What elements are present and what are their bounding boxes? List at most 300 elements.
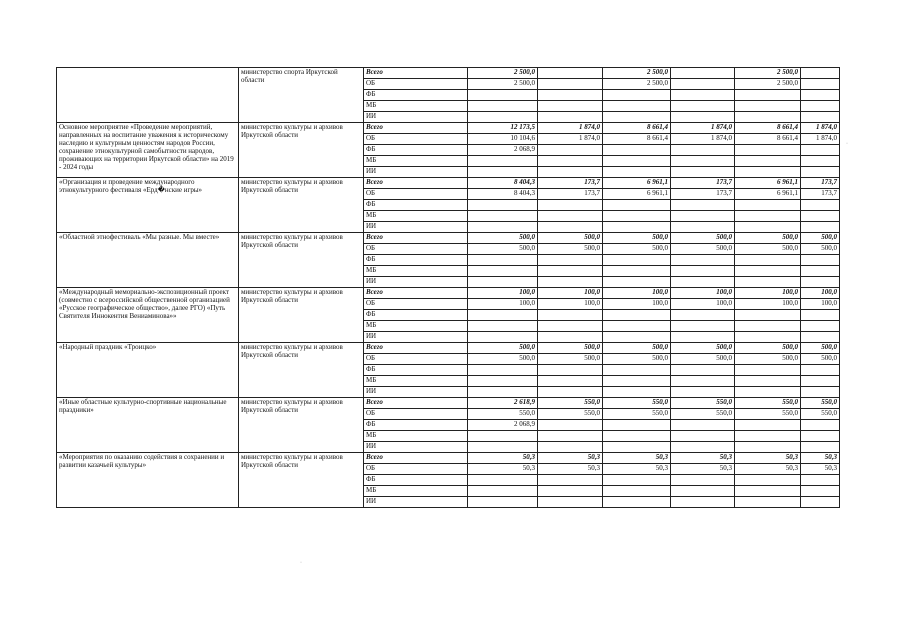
budget-table	[56, 67, 840, 508]
amount-cell	[801, 156, 840, 167]
funding-source: ИИ	[364, 112, 468, 123]
amount-cell	[735, 211, 801, 222]
amount-cell	[603, 200, 671, 211]
amount-cell	[538, 332, 603, 343]
amount-cell	[801, 222, 840, 233]
measure-name: «Народный праздник «Троицко»	[57, 343, 239, 398]
amount-cell	[801, 310, 840, 321]
funding-source: Всего	[364, 178, 468, 189]
amount-cell	[735, 365, 801, 376]
funding-source: ИИ	[364, 222, 468, 233]
table-row	[57, 123, 840, 134]
amount-cell	[735, 497, 801, 508]
amount-cell	[603, 145, 671, 156]
funding-source: МБ	[364, 376, 468, 387]
amount-cell: 500,0	[603, 244, 671, 255]
measure-name: «Иные областные культурно-спортивные национальные праздники»	[57, 398, 239, 453]
scan-speck: ·	[846, 141, 848, 147]
amount-cell	[671, 332, 735, 343]
amount-cell: 100,0	[468, 299, 538, 310]
amount-cell: 6 961,1	[603, 178, 671, 189]
amount-cell	[735, 200, 801, 211]
amount-cell	[538, 420, 603, 431]
amount-cell	[538, 376, 603, 387]
amount-cell: 173,7	[801, 178, 840, 189]
amount-cell	[801, 486, 840, 497]
amount-cell: 550,0	[735, 398, 801, 409]
amount-cell	[603, 255, 671, 266]
amount-cell	[671, 376, 735, 387]
amount-cell: 2 500,0	[468, 79, 538, 90]
amount-cell	[468, 255, 538, 266]
amount-cell: 500,0	[603, 343, 671, 354]
funding-source: ОБ	[364, 409, 468, 420]
amount-cell: 500,0	[538, 343, 603, 354]
amount-cell	[801, 167, 840, 178]
amount-cell	[603, 167, 671, 178]
amount-cell	[801, 431, 840, 442]
amount-cell	[671, 211, 735, 222]
measure-name	[57, 68, 239, 123]
amount-cell: 550,0	[801, 398, 840, 409]
amount-cell	[603, 442, 671, 453]
executor-name: министерство культуры и архивов Иркутской области	[239, 123, 364, 178]
amount-cell	[538, 431, 603, 442]
amount-cell: 50,3	[468, 453, 538, 464]
amount-cell	[538, 101, 603, 112]
amount-cell	[468, 365, 538, 376]
amount-cell	[801, 211, 840, 222]
funding-source: ОБ	[364, 354, 468, 365]
amount-cell: 1 874,0	[538, 134, 603, 145]
amount-cell	[538, 321, 603, 332]
amount-cell	[603, 376, 671, 387]
funding-source: ФБ	[364, 310, 468, 321]
funding-source: ОБ	[364, 464, 468, 475]
amount-cell: 50,3	[735, 453, 801, 464]
amount-cell	[538, 90, 603, 101]
amount-cell	[671, 387, 735, 398]
amount-cell	[538, 112, 603, 123]
amount-cell	[671, 431, 735, 442]
amount-cell	[801, 321, 840, 332]
amount-cell: 550,0	[603, 398, 671, 409]
amount-cell: 50,3	[603, 453, 671, 464]
amount-cell: 500,0	[735, 343, 801, 354]
amount-cell	[603, 156, 671, 167]
funding-source: Всего	[364, 233, 468, 244]
amount-cell	[468, 200, 538, 211]
amount-cell: 500,0	[468, 244, 538, 255]
amount-cell	[538, 156, 603, 167]
amount-cell	[735, 156, 801, 167]
amount-cell: 100,0	[671, 288, 735, 299]
amount-cell	[801, 79, 840, 90]
amount-cell	[801, 200, 840, 211]
amount-cell: 8 661,4	[735, 134, 801, 145]
amount-cell	[468, 497, 538, 508]
amount-cell: 500,0	[671, 244, 735, 255]
amount-cell	[735, 475, 801, 486]
amount-cell	[735, 376, 801, 387]
amount-cell: 1 874,0	[671, 123, 735, 134]
amount-cell	[671, 310, 735, 321]
amount-cell	[671, 442, 735, 453]
amount-cell	[538, 222, 603, 233]
amount-cell	[603, 321, 671, 332]
amount-cell	[735, 321, 801, 332]
amount-cell: 500,0	[801, 343, 840, 354]
amount-cell: 100,0	[603, 299, 671, 310]
amount-cell	[603, 475, 671, 486]
amount-cell	[671, 156, 735, 167]
amount-cell: 1 874,0	[801, 134, 840, 145]
amount-cell	[671, 321, 735, 332]
amount-cell	[735, 442, 801, 453]
executor-name: министерство спорта Иркутской области	[239, 68, 364, 123]
amount-cell: 2 618,9	[468, 398, 538, 409]
amount-cell	[735, 222, 801, 233]
amount-cell: 100,0	[801, 288, 840, 299]
amount-cell: 10 104,6	[468, 134, 538, 145]
amount-cell	[538, 68, 603, 79]
amount-cell	[801, 101, 840, 112]
amount-cell	[801, 442, 840, 453]
funding-source: ИИ	[364, 442, 468, 453]
amount-cell: 1 874,0	[801, 123, 840, 134]
amount-cell	[735, 145, 801, 156]
amount-cell	[735, 277, 801, 288]
amount-cell: 500,0	[671, 233, 735, 244]
amount-cell	[801, 332, 840, 343]
amount-cell: 500,0	[538, 354, 603, 365]
amount-cell	[603, 486, 671, 497]
funding-source: Всего	[364, 453, 468, 464]
amount-cell: 173,7	[538, 178, 603, 189]
amount-cell: 50,3	[671, 453, 735, 464]
measure-name: «Международный мемориально-экспозиционный проект (совместно с всероссийской общественной организацией «Русское географическое общество», далее РГО) «Путь Святителя Иннокентия Вениаминова»»	[57, 288, 239, 343]
amount-cell	[468, 277, 538, 288]
amount-cell	[671, 266, 735, 277]
amount-cell	[538, 211, 603, 222]
amount-cell: 50,3	[801, 464, 840, 475]
amount-cell	[801, 277, 840, 288]
amount-cell: 100,0	[603, 288, 671, 299]
amount-cell: 500,0	[468, 233, 538, 244]
funding-source: МБ	[364, 266, 468, 277]
amount-cell	[671, 200, 735, 211]
amount-cell: 50,3	[735, 464, 801, 475]
amount-cell: 500,0	[538, 244, 603, 255]
amount-cell	[603, 497, 671, 508]
amount-cell: 100,0	[468, 288, 538, 299]
amount-cell	[735, 167, 801, 178]
amount-cell	[538, 365, 603, 376]
amount-cell	[538, 497, 603, 508]
funding-source: Всего	[364, 123, 468, 134]
amount-cell	[671, 420, 735, 431]
funding-source: Всего	[364, 398, 468, 409]
amount-cell	[735, 431, 801, 442]
amount-cell	[603, 365, 671, 376]
funding-source: МБ	[364, 486, 468, 497]
amount-cell: 50,3	[538, 453, 603, 464]
funding-source: Всего	[364, 288, 468, 299]
executor-name: министерство культуры и архивов Иркутской области	[239, 178, 364, 233]
amount-cell	[603, 112, 671, 123]
funding-source: Всего	[364, 68, 468, 79]
amount-cell	[538, 310, 603, 321]
amount-cell: 2 500,0	[603, 79, 671, 90]
scan-speck: ·	[300, 560, 302, 566]
amount-cell: 6 961,1	[735, 189, 801, 200]
table-row	[57, 398, 840, 409]
amount-cell	[735, 332, 801, 343]
table-row	[57, 178, 840, 189]
executor-name: министерство культуры и архивов Иркутской области	[239, 288, 364, 343]
amount-cell: 550,0	[538, 398, 603, 409]
amount-cell	[735, 266, 801, 277]
amount-cell	[671, 365, 735, 376]
amount-cell	[671, 222, 735, 233]
amount-cell	[603, 101, 671, 112]
amount-cell	[801, 376, 840, 387]
amount-cell	[671, 90, 735, 101]
amount-cell	[603, 310, 671, 321]
amount-cell: 550,0	[671, 398, 735, 409]
amount-cell	[735, 112, 801, 123]
amount-cell	[801, 266, 840, 277]
amount-cell: 1 874,0	[538, 123, 603, 134]
amount-cell	[538, 145, 603, 156]
amount-cell: 2 500,0	[735, 79, 801, 90]
table-row	[57, 343, 840, 354]
amount-cell: 100,0	[538, 288, 603, 299]
amount-cell: 2 068,9	[468, 420, 538, 431]
amount-cell: 50,3	[468, 464, 538, 475]
amount-cell	[538, 200, 603, 211]
funding-source: ФБ	[364, 255, 468, 266]
table-row	[57, 288, 840, 299]
amount-cell	[671, 167, 735, 178]
amount-cell	[538, 266, 603, 277]
amount-cell	[468, 310, 538, 321]
amount-cell: 1 874,0	[671, 134, 735, 145]
funding-source: ФБ	[364, 475, 468, 486]
amount-cell	[671, 112, 735, 123]
amount-cell: 8 404,3	[468, 178, 538, 189]
amount-cell	[468, 90, 538, 101]
amount-cell	[468, 112, 538, 123]
funding-source: ИИ	[364, 497, 468, 508]
amount-cell: 550,0	[735, 409, 801, 420]
amount-cell	[468, 442, 538, 453]
amount-cell: 173,7	[801, 189, 840, 200]
amount-cell	[538, 79, 603, 90]
amount-cell	[468, 211, 538, 222]
funding-source: ФБ	[364, 200, 468, 211]
table-row	[57, 233, 840, 244]
amount-cell	[468, 266, 538, 277]
amount-cell	[671, 486, 735, 497]
amount-cell	[603, 431, 671, 442]
funding-source: ФБ	[364, 90, 468, 101]
amount-cell: 6 961,1	[603, 189, 671, 200]
amount-cell: 173,7	[671, 189, 735, 200]
amount-cell: 500,0	[468, 343, 538, 354]
amount-cell	[538, 255, 603, 266]
amount-cell	[801, 90, 840, 101]
amount-cell	[603, 277, 671, 288]
amount-cell	[735, 90, 801, 101]
amount-cell: 500,0	[671, 343, 735, 354]
amount-cell	[801, 420, 840, 431]
amount-cell	[603, 332, 671, 343]
amount-cell	[468, 222, 538, 233]
amount-cell	[538, 442, 603, 453]
amount-cell	[671, 255, 735, 266]
amount-cell: 12 173,5	[468, 123, 538, 134]
amount-cell: 550,0	[801, 409, 840, 420]
amount-cell	[538, 486, 603, 497]
amount-cell	[468, 156, 538, 167]
amount-cell	[468, 431, 538, 442]
amount-cell: 2 500,0	[735, 68, 801, 79]
amount-cell	[603, 90, 671, 101]
amount-cell: 50,3	[603, 464, 671, 475]
amount-cell: 8 661,4	[603, 123, 671, 134]
amount-cell	[735, 387, 801, 398]
funding-source: ФБ	[364, 365, 468, 376]
amount-cell: 550,0	[538, 409, 603, 420]
amount-cell: 500,0	[735, 233, 801, 244]
funding-source: МБ	[364, 211, 468, 222]
amount-cell	[801, 68, 840, 79]
amount-cell: 50,3	[801, 453, 840, 464]
amount-cell: 8 661,4	[603, 134, 671, 145]
amount-cell: 6 961,1	[735, 178, 801, 189]
amount-cell: 50,3	[538, 464, 603, 475]
amount-cell	[468, 332, 538, 343]
amount-cell	[468, 475, 538, 486]
amount-cell	[735, 310, 801, 321]
amount-cell	[671, 497, 735, 508]
amount-cell	[468, 387, 538, 398]
scan-speck: ·	[838, 88, 840, 94]
amount-cell	[603, 387, 671, 398]
measure-name: «Организация и проведение международного этнокультурного фестиваля «Ерд�нские игры»	[57, 178, 239, 233]
amount-cell	[468, 321, 538, 332]
amount-cell: 2 500,0	[468, 68, 538, 79]
amount-cell	[735, 486, 801, 497]
amount-cell	[468, 376, 538, 387]
amount-cell: 550,0	[603, 409, 671, 420]
funding-source: ОБ	[364, 134, 468, 145]
amount-cell	[671, 145, 735, 156]
amount-cell: 550,0	[468, 409, 538, 420]
funding-source: ИИ	[364, 332, 468, 343]
amount-cell	[603, 420, 671, 431]
amount-cell: 100,0	[538, 299, 603, 310]
amount-cell: 173,7	[671, 178, 735, 189]
amount-cell: 500,0	[735, 244, 801, 255]
table-row	[57, 453, 840, 464]
amount-cell	[801, 112, 840, 123]
amount-cell	[671, 277, 735, 288]
funding-source: МБ	[364, 101, 468, 112]
amount-cell: 100,0	[801, 299, 840, 310]
amount-cell: 100,0	[671, 299, 735, 310]
amount-cell: 2 500,0	[603, 68, 671, 79]
amount-cell	[801, 497, 840, 508]
amount-cell	[538, 277, 603, 288]
measure-name: Основное мероприятие «Проведение мероприятий, направленных на воспитание уважения к историческому наследию и культурным ценностям народов России, сохранение этнокультурной самобытности народов, проживающих на территории Иркутской области» на 2019 - 2024 годы	[57, 123, 239, 178]
amount-cell	[468, 486, 538, 497]
executor-name: министерство культуры и архивов Иркутской области	[239, 343, 364, 398]
amount-cell	[468, 101, 538, 112]
funding-source: ОБ	[364, 79, 468, 90]
amount-cell	[603, 222, 671, 233]
amount-cell	[801, 365, 840, 376]
funding-source: ФБ	[364, 420, 468, 431]
amount-cell	[603, 211, 671, 222]
funding-source: ФБ	[364, 145, 468, 156]
amount-cell	[801, 255, 840, 266]
funding-source: ИИ	[364, 167, 468, 178]
funding-source: МБ	[364, 431, 468, 442]
funding-source: ОБ	[364, 299, 468, 310]
amount-cell	[671, 79, 735, 90]
amount-cell: 500,0	[801, 354, 840, 365]
amount-cell: 500,0	[603, 354, 671, 365]
table-row	[57, 68, 840, 79]
amount-cell	[735, 255, 801, 266]
amount-cell: 173,7	[538, 189, 603, 200]
amount-cell: 500,0	[603, 233, 671, 244]
funding-source: МБ	[364, 321, 468, 332]
amount-cell	[538, 387, 603, 398]
measure-name: «Областной этнофестиваль «Мы разные. Мы вместе»	[57, 233, 239, 288]
amount-cell	[671, 101, 735, 112]
amount-cell	[801, 145, 840, 156]
amount-cell	[538, 475, 603, 486]
amount-cell	[735, 420, 801, 431]
amount-cell: 500,0	[801, 244, 840, 255]
amount-cell: 50,3	[671, 464, 735, 475]
amount-cell	[468, 167, 538, 178]
amount-cell: 8 661,4	[735, 123, 801, 134]
amount-cell	[735, 101, 801, 112]
amount-cell: 500,0	[801, 233, 840, 244]
amount-cell	[671, 475, 735, 486]
amount-cell: 100,0	[735, 288, 801, 299]
amount-cell: 500,0	[538, 233, 603, 244]
funding-source: ОБ	[364, 244, 468, 255]
funding-source: ИИ	[364, 277, 468, 288]
amount-cell: 500,0	[735, 354, 801, 365]
amount-cell: 100,0	[735, 299, 801, 310]
funding-source: ОБ	[364, 189, 468, 200]
funding-source: МБ	[364, 156, 468, 167]
funding-source: Всего	[364, 343, 468, 354]
executor-name: министерство культуры и архивов Иркутской области	[239, 233, 364, 288]
amount-cell	[538, 167, 603, 178]
amount-cell	[801, 387, 840, 398]
amount-cell: 8 404,3	[468, 189, 538, 200]
amount-cell: 500,0	[671, 354, 735, 365]
amount-cell: 550,0	[671, 409, 735, 420]
amount-cell	[801, 475, 840, 486]
